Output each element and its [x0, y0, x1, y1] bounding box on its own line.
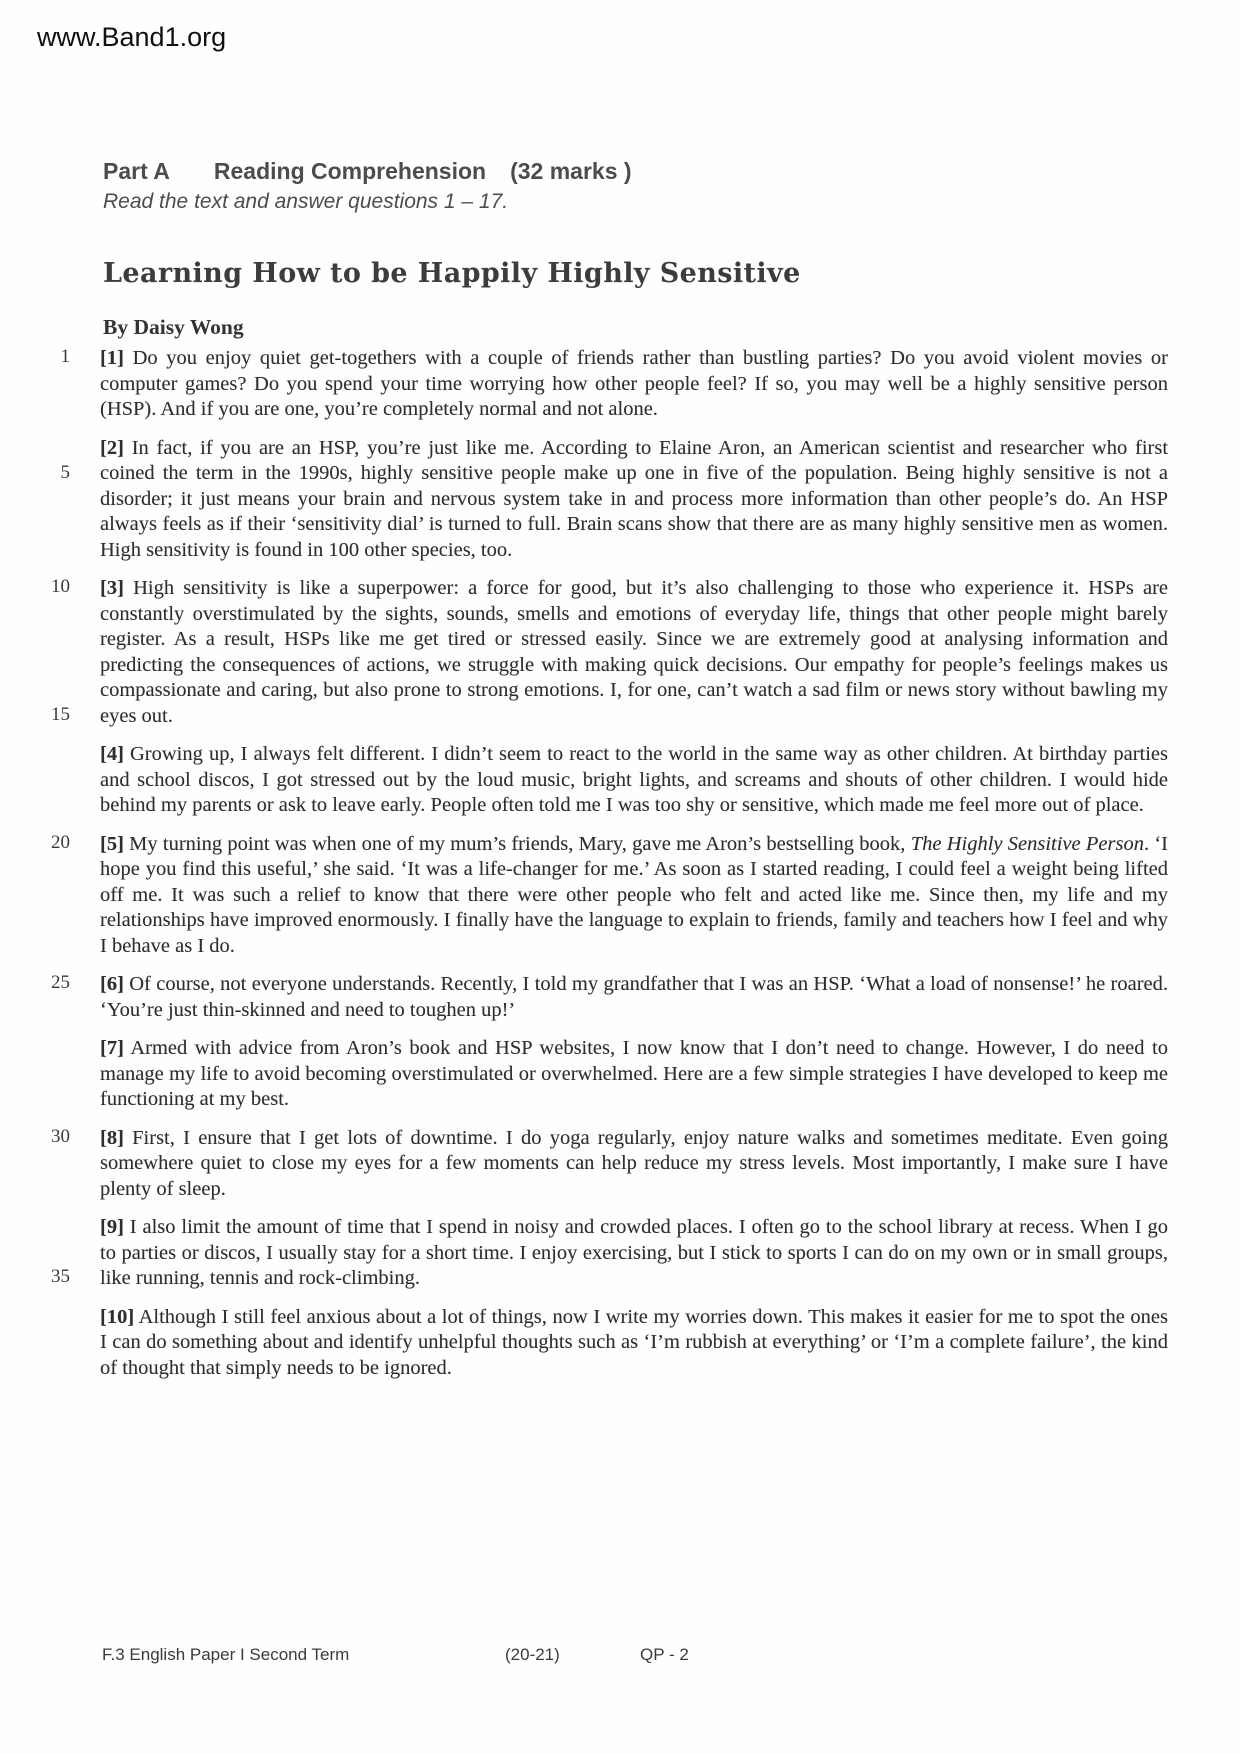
paragraph-10 [100, 1305, 1168, 1382]
book-title-italic: The Highly Sensitive Person [910, 832, 1144, 855]
section-header [103, 158, 1168, 185]
line-number-25: 25 [51, 972, 70, 993]
paragraph-marker: [8] [100, 1126, 124, 1149]
page-content [51, 158, 1169, 1381]
paragraph-5 [51, 831, 1169, 960]
paragraph-text [100, 832, 1168, 960]
marks-label: (32 marks ) [510, 158, 632, 184]
line-number-5: 5 [60, 461, 70, 483]
paragraph-body: High sensitivity is like a superpower: a force for good, but it’s also challenging to those who experience it. HSPs are constantly overstimulated by the sights, sounds, smells and emotions of everyday life, things that other people might barely register. As a result, HSPs like me get tired or stressed easily. Since we are extremely good at analysing information and predicting the consequences of actions, we struggle with making quick decisions. Our empathy for people’s feelings makes us compassionate and caring, but also prone to strong emotions. I, for one, can’t watch a sad film or news story without bawling my eyes out. [100, 577, 1169, 727]
paragraph-marker: [6] [100, 973, 124, 995]
paragraph-4 [100, 742, 1168, 819]
paragraph-1 [60, 346, 1168, 423]
paragraph-text [100, 1215, 1168, 1292]
line-number-10: 10 [51, 576, 70, 597]
paragraph-text [100, 576, 1168, 729]
paragraph-body: . ‘I hope you find this useful,’ she said. ‘It was a life-changer for me.’ As soon as I started reading, I could feel a weight being lifted off me. It was such a relief to know that there were other people who felt and acted like me. Since then, my life and my relationships have improved enormously. I finally have the language to explain to friends, family and teachers how I feel and why I behave as I do. [100, 832, 1169, 957]
footer-term-year: (20-21) [505, 1645, 560, 1664]
paragraph-marker: [7] [100, 1037, 124, 1059]
paragraph-text [100, 742, 1168, 819]
paragraph-9 [51, 1215, 1169, 1292]
article-body [51, 346, 1169, 1381]
paragraph-3 [51, 576, 1169, 729]
article-title: Learning How to be Happily Highly Sensitive [103, 258, 801, 289]
line-number-30: 30 [51, 1125, 70, 1147]
paragraph-text [100, 1126, 1168, 1203]
article-byline: By Daisy Wong [103, 315, 244, 339]
paragraph-text [100, 346, 1168, 423]
paragraph-text [100, 1305, 1168, 1382]
paragraph-marker: [9] [100, 1216, 124, 1238]
footer-paper-title: F.3 English Paper I Second Term [102, 1645, 350, 1664]
paragraph-marker: [10] [100, 1305, 135, 1328]
paragraph-2 [60, 436, 1169, 564]
paragraph-text [100, 436, 1168, 564]
paragraph-marker: [4] [100, 743, 124, 765]
paragraph-7 [100, 1036, 1168, 1113]
paragraph-body: Although I still feel anxious about a lot of things, now I write my worries down. This makes it easier for me to spot the ones I can do something about and identify unhelpful thoughts such as ‘I’m rubbish at everything’ or ‘I’m a complete failure’, the kind of thought that simply needs to be ignored. [100, 1305, 1169, 1379]
paragraph-body: First, I ensure that I get lots of downtime. I do yoga regularly, enjoy nature walks and sometimes meditate. Even going somewhere quiet to close my eyes for a few moments can help reduce my stress levels. Most importantly, I make sure I have plenty of sleep. [100, 1126, 1168, 1200]
paragraph-body: Growing up, I always felt different. I didn’t seem to react to the world in the same way as other children. At birthday parties and school discos, I got stressed out by the loud music, bright lights, and screams and shouts of other children. I would hide behind my parents or ask to leave early. People often told me I was too shy or sensitive, which made me feel more out of place. [100, 743, 1169, 816]
line-number-20: 20 [51, 831, 70, 853]
paragraph-body: My turning point was when one of my mum’s friends, Mary, gave me Aron’s bestselling book, [129, 832, 911, 855]
section-title: Reading Comprehension [213, 158, 487, 184]
line-number-35: 35 [51, 1266, 70, 1287]
paragraph-marker: [5] [100, 832, 124, 855]
instructions-line: Read the text and answer questions 1 – 17. [103, 190, 509, 213]
paragraph-6 [51, 972, 1168, 1023]
part-label: Part A [103, 158, 170, 184]
watermark-url: www.Band1.org [37, 22, 227, 52]
paragraph-marker: [2] [100, 436, 124, 459]
paragraph-body: Armed with advice from Aron’s book and HSP websites, I now know that I don’t need to change. However, I do need to manage my life to avoid becoming overstimulated or overwhelmed. Here are a few simple strategies I have developed to keep me functioning at my best. [100, 1037, 1168, 1110]
paragraph-text [100, 972, 1168, 1023]
line-number-15: 15 [51, 704, 70, 725]
paragraph-body: Of course, not everyone understands. Recently, I told my grandfather that I was an HSP. ‘What a load of nonsense!’ he roared. ‘You’re just thin-skinned and need to toughen up!’ [100, 973, 1168, 1021]
paragraph-marker: [1] [100, 347, 124, 369]
paragraph-marker: [3] [100, 577, 124, 599]
paragraph-body: I also limit the amount of time that I spend in noisy and crowded places. I often go to the school library at recess. When I go to parties or discos, I usually stay for a short time. I enjoy exercising, but I stick to sports I can do on my own or in small groups, like running, tennis and rock-climbing. [100, 1216, 1169, 1289]
line-number-1: 1 [60, 346, 70, 367]
page-footer [0, 1645, 1240, 1675]
paragraph-body: In fact, if you are an HSP, you’re just like me. According to Elaine Aron, an American scientist and researcher who first coined the term in the 1990s, highly sensitive people make up one in five of the population. Being highly sensitive is not a disorder; it just means your brain and nervous system take in and process more information than other people’s do. An HSP always feels as if their ‘sensitivity dial’ is turned to full. Brain scans show that there are as many highly sensitive men as women. High sensitivity is found in 100 other species, too. [100, 436, 1169, 561]
footer-page-code: QP - 2 [640, 1645, 689, 1664]
paragraph-body: Do you enjoy quiet get-togethers with a couple of friends rather than bustling parties? Do you avoid violent movies or computer games? Do you spend your time worrying how other people feel? If so, you may well be a highly sensitive person (HSP). And if you are one, you’re completely normal and not alone. [100, 347, 1168, 420]
paragraph-8 [51, 1125, 1168, 1203]
paragraph-text [100, 1036, 1168, 1113]
